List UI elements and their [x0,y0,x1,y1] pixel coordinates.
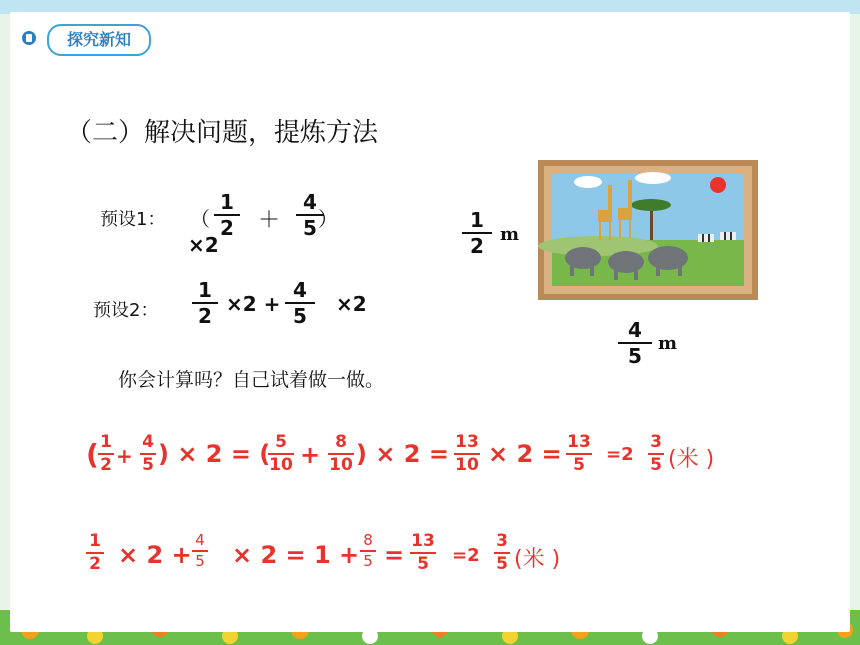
sol2-unit: (米 ) [514,547,561,572]
sol2-fraction-5: 3 5 [494,533,510,573]
sol1-fraction-5: 13 10 [455,432,479,475]
sol1-plus-1: + [116,444,133,468]
section-tag: 探究新知 [47,24,151,56]
sol1-fraction-3: 5 10 [269,432,293,475]
preset1-fraction-a: 1 2 [214,192,240,238]
sol2-fraction-4: 13 5 [411,531,435,574]
length-label-fraction: 4 5 [618,320,652,366]
preset2-fraction-a: 1 2 [192,280,218,326]
prompt-text: 你会计算吗？自己试着做一做。 [118,369,385,391]
sol1-fraction-6: 13 5 [567,432,591,475]
sol1-plus-2: + [300,441,321,469]
sol1-segment-1: ) × 2 = ( [158,440,271,468]
sol2-segment-4: =2 [452,545,480,566]
sol1-unit: (米 ) [668,447,715,472]
sol1-segment-2: ) × 2 = [356,440,449,468]
sol1-fraction-1: 1 2 [98,434,114,474]
sol1-fraction-4: 8 10 [329,432,353,475]
sol2-fraction-1: 1 2 [86,533,104,573]
sol2-fraction-2: 4 5 [192,533,208,569]
preset1-plus: ＋ [258,208,281,233]
preset1-close-paren: ） [318,207,338,231]
sol2-segment-1: × 2 + [118,541,192,569]
preset1-fraction-b: 4 5 [296,192,324,238]
sol1-open: ( [86,438,99,471]
preset1-times: ×2 [188,233,219,257]
length-label-unit: m [658,333,678,354]
width-label-fraction: 1 2 [462,210,492,256]
section-title: （二）解决问题，提炼方法 [66,118,379,148]
sol1-fraction-7: 3 5 [648,434,664,474]
sol1-segment-4: =2 [606,444,634,465]
preset2-times-a: ×2 + [226,292,281,316]
sol2-segment-2: × 2 = 1 + [232,541,360,569]
sol1-fraction-2: 4 5 [140,434,156,474]
framed-picture [538,160,758,300]
sol1-segment-3: × 2 = [488,440,562,468]
sol2-segment-3: = [384,541,405,569]
preset1-open-paren: （ [190,207,210,231]
preset2-label: 预设2： [93,300,159,321]
bookmark-icon [22,31,36,45]
preset1-label: 预设1： [100,209,166,230]
width-label-unit: m [500,224,520,245]
preset2-fraction-b: 4 5 [285,280,315,326]
preset2-times-b: ×2 [336,292,367,316]
sol2-fraction-3: 8 5 [360,533,376,569]
